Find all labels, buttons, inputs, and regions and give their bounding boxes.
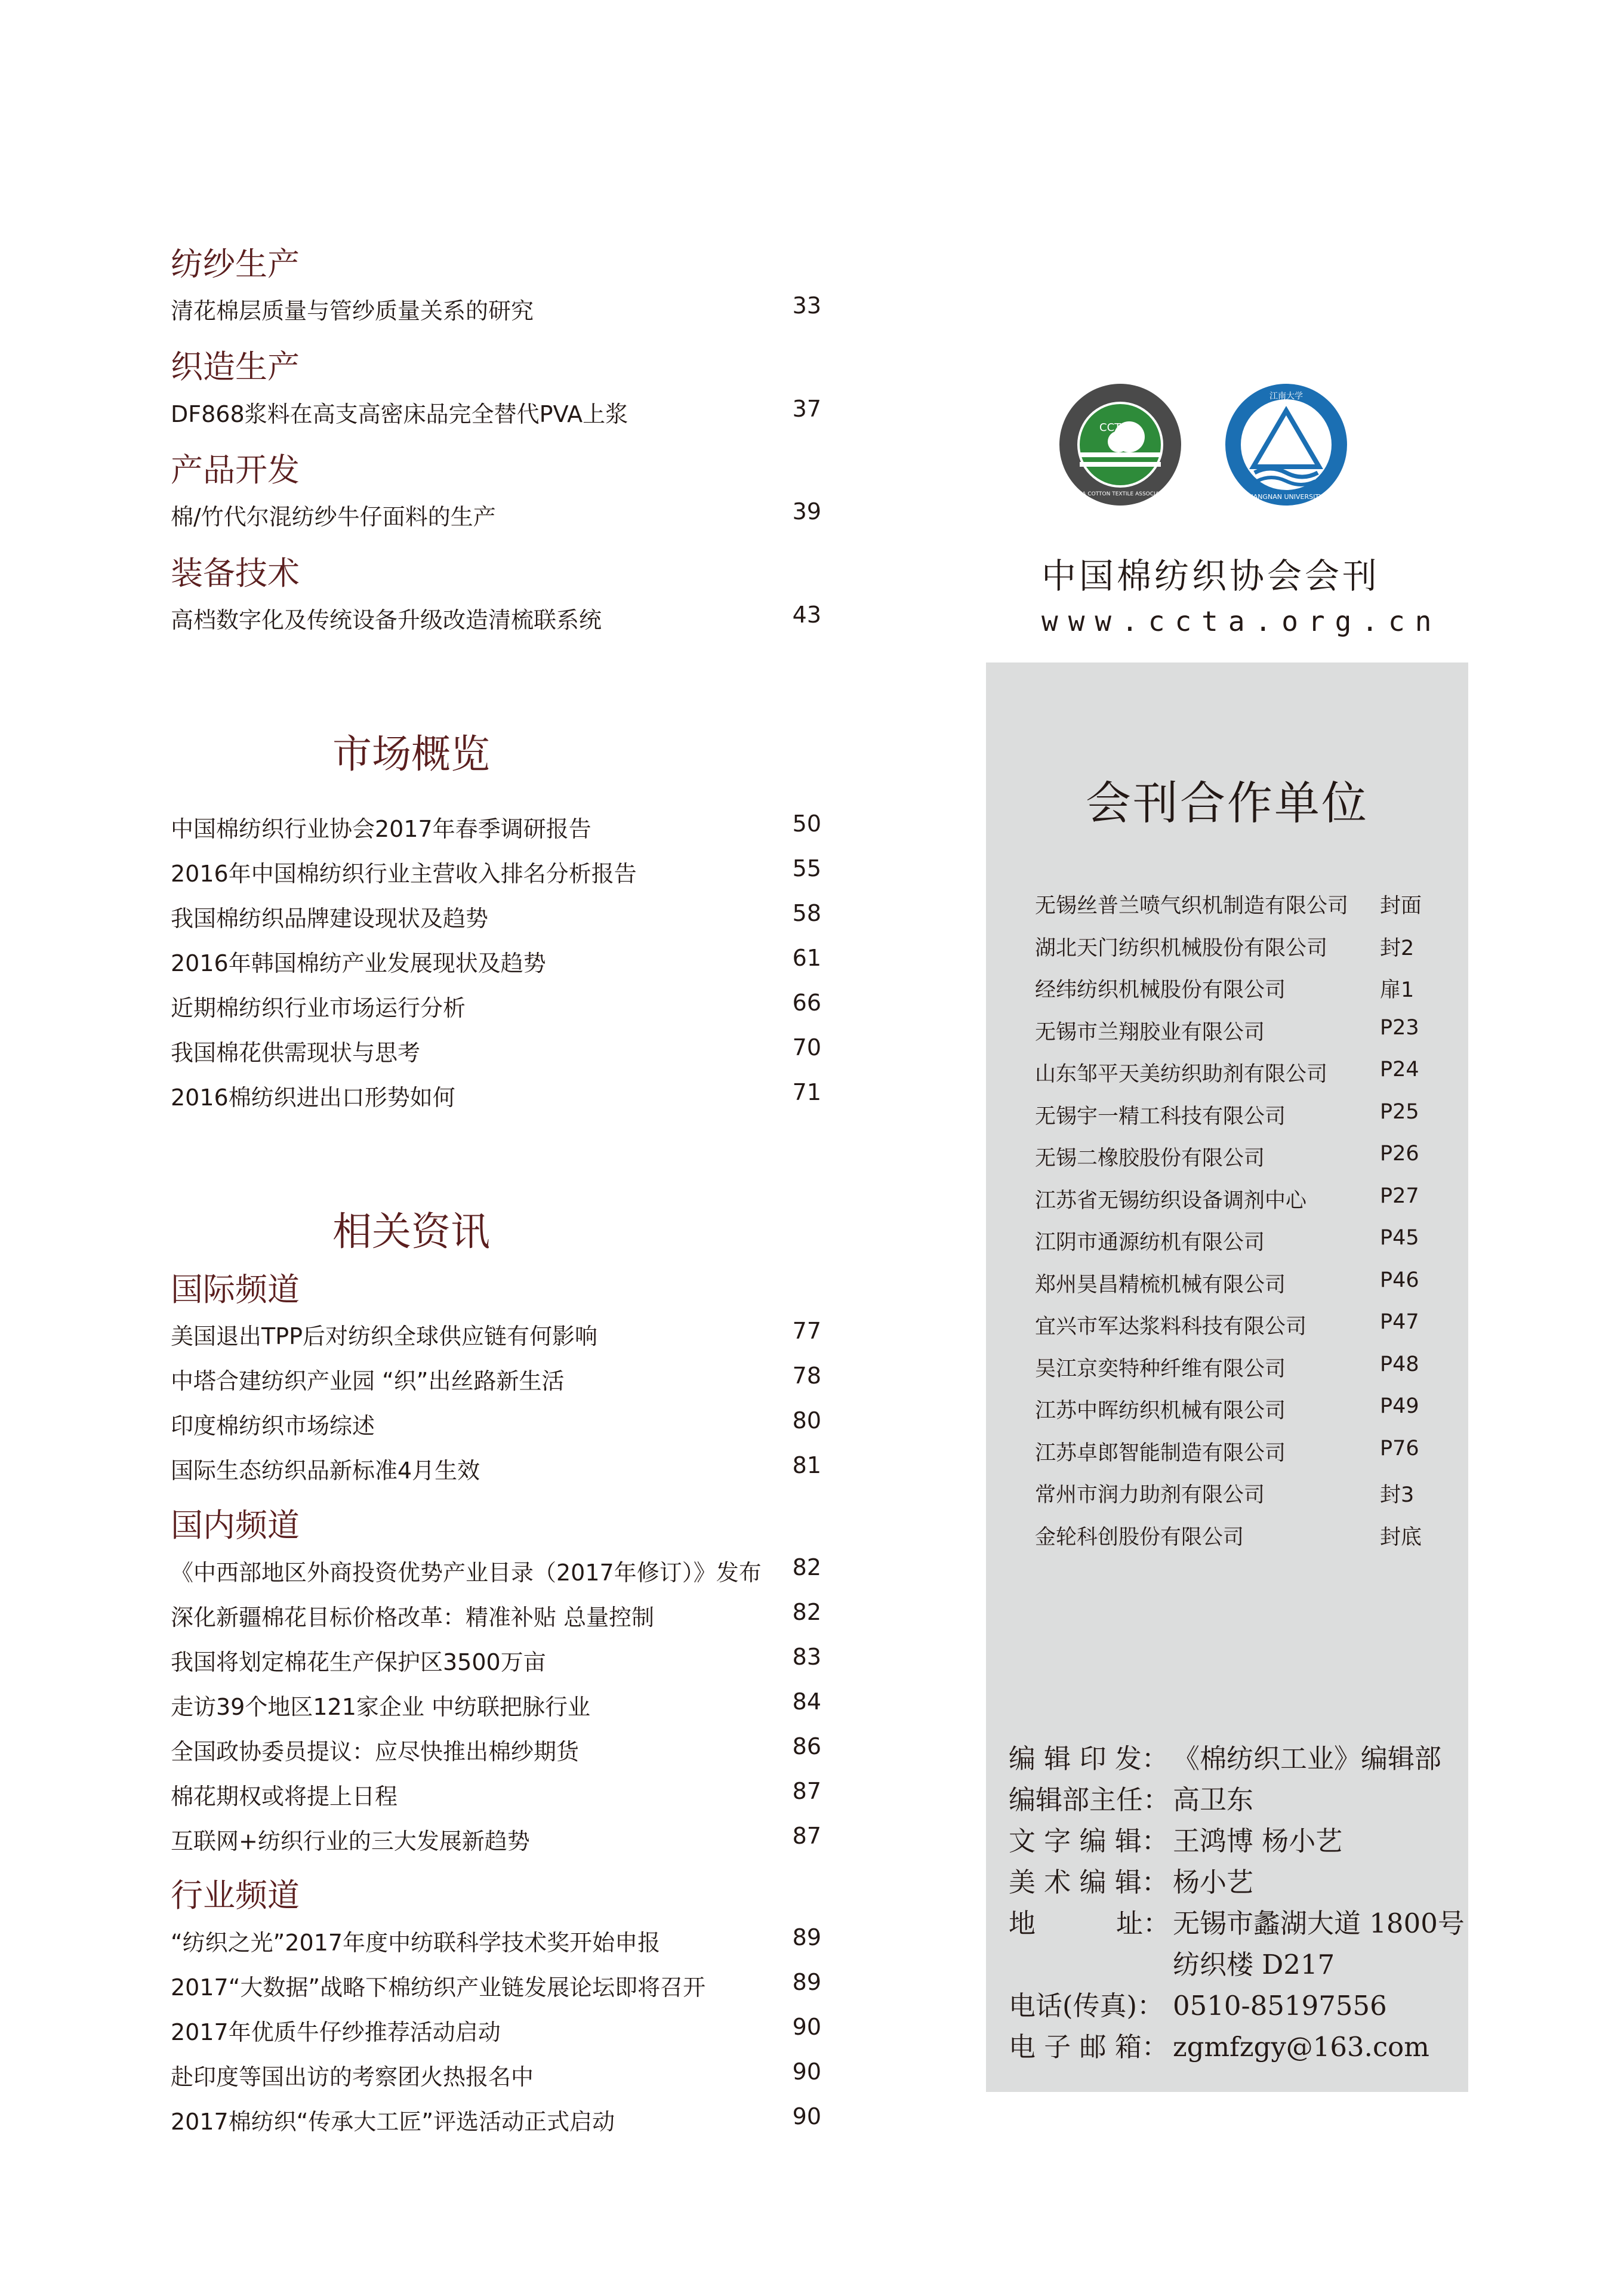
toc-item-page: 89 xyxy=(792,1969,821,1995)
svg-text:CCTA: CCTA xyxy=(1099,421,1128,434)
ccta-logo xyxy=(1058,382,1183,507)
toc-item-title: 中国棉纺织行业协会2017年春季调研报告 xyxy=(171,816,591,842)
toc-item[interactable] xyxy=(171,1554,821,1590)
toc-item[interactable] xyxy=(171,900,821,936)
section-heading-product: 产品开发 xyxy=(171,451,300,489)
partner-page: P27 xyxy=(1380,1184,1419,1208)
partner-name: 江阴市通源纺机有限公司 xyxy=(1035,1231,1265,1255)
partner-item xyxy=(1035,1352,1447,1382)
info-label: 电 子 邮 箱： xyxy=(1009,2031,1169,2063)
toc-item-title: 棉/竹代尔混纺纱牛仔面料的生产 xyxy=(171,504,496,530)
toc-item[interactable] xyxy=(171,292,821,328)
toc-item-page: 87 xyxy=(792,1823,821,1849)
partner-page: P23 xyxy=(1380,1015,1419,1040)
toc-item[interactable] xyxy=(171,811,821,846)
svg-text:江南大学: 江南大学 xyxy=(1269,392,1303,401)
partner-item xyxy=(1035,1226,1447,1256)
partner-name: 无锡市兰翔胶业有限公司 xyxy=(1035,1020,1265,1044)
toc-item[interactable] xyxy=(171,1969,821,2005)
toc-item[interactable] xyxy=(171,1318,821,1354)
partner-name: 郑州昊昌精梳机械有限公司 xyxy=(1035,1272,1286,1297)
toc-item-page: 82 xyxy=(792,1599,821,1625)
partner-name: 江苏省无锡纺织设备调剂中心 xyxy=(1035,1188,1307,1213)
partner-item xyxy=(1035,1310,1447,1340)
toc-item[interactable] xyxy=(171,855,821,891)
journal-url[interactable]: www.ccta.org.cn xyxy=(1041,605,1442,637)
info-label: 文 字 编 辑： xyxy=(1009,1825,1169,1857)
toc-item[interactable] xyxy=(171,1034,821,1070)
toc-item[interactable] xyxy=(171,1407,821,1443)
toc-item-page: 77 xyxy=(792,1318,821,1344)
svg-text:JIANGNAN UNIVERSITY: JIANGNAN UNIVERSITY xyxy=(1249,493,1323,501)
toc-item-page: 39 xyxy=(792,498,821,525)
info-value: 0510-85197556 xyxy=(1173,1990,1387,2022)
info-label: 美 术 编 辑： xyxy=(1009,1866,1169,1898)
toc-item-page: 78 xyxy=(792,1363,821,1389)
toc-item-title: 清花棉层质量与管纱质量关系的研究 xyxy=(171,298,534,324)
toc-item-title: 2016棉纺织进出口形势如何 xyxy=(171,1084,455,1111)
toc-item[interactable] xyxy=(171,2059,821,2094)
toc-item-page: 83 xyxy=(792,1644,821,1670)
toc-item-title: 2017“大数据”战略下棉纺织产业链发展论坛即将召开 xyxy=(171,1974,706,2001)
toc-item-page: 86 xyxy=(792,1733,821,1760)
partner-page: P24 xyxy=(1380,1058,1419,1081)
partner-page: P26 xyxy=(1380,1142,1419,1166)
partner-name: 山东邹平天美纺织助剂有限公司 xyxy=(1035,1062,1328,1086)
toc-item-page: 82 xyxy=(792,1554,821,1580)
toc-item-title: 深化新疆棉花目标价格改革：精准补贴 总量控制 xyxy=(171,1604,655,1631)
toc-item-title: 中塔合建纺织产业园 “织”出丝路新生活 xyxy=(171,1368,565,1394)
toc-item-title: 我国棉纺织品牌建设现状及趋势 xyxy=(171,905,489,932)
partner-item xyxy=(1035,1016,1447,1046)
toc-item-title: 互联网+纺织行业的三大发展新趋势 xyxy=(171,1828,530,1854)
toc-item-title: 棉花期权或将提上日程 xyxy=(171,1783,398,1810)
info-value[interactable]: zgmfzgy@163.com xyxy=(1173,2031,1429,2063)
toc-item-title: 赴印度等国出访的考察团火热报名中 xyxy=(171,2064,534,2090)
toc-item-page: 90 xyxy=(792,2103,821,2130)
toc-item-page: 55 xyxy=(792,855,821,882)
toc-item-title: “纺织之光”2017年度中纺联科学技术奖开始申报 xyxy=(171,1930,661,1956)
svg-text:CHINA COTTON TEXTILE ASSOCIATI: CHINA COTTON TEXTILE ASSOCIATION xyxy=(1068,491,1172,497)
partner-name: 无锡二橡胶股份有限公司 xyxy=(1035,1147,1265,1170)
info-value: 纺织楼 D217 xyxy=(1173,1949,1335,1980)
journal-name: 中国棉纺织协会会刊 xyxy=(1041,556,1380,596)
info-director xyxy=(1009,1778,1253,1817)
section-heading-spinning: 纺纱生产 xyxy=(171,245,300,283)
toc-item-title: 全国政协委员提议：应尽快推出棉纱期货 xyxy=(171,1739,580,1765)
toc-item-page: 71 xyxy=(792,1079,821,1105)
toc-item[interactable] xyxy=(171,1924,821,1960)
info-text-editor xyxy=(1009,1819,1342,1858)
partner-name: 宜兴市军达浆料科技有限公司 xyxy=(1035,1315,1307,1339)
toc-item[interactable] xyxy=(171,1778,821,1814)
partner-name: 金轮科创股份有限公司 xyxy=(1035,1525,1244,1549)
toc-item-title: 走访39个地区121家企业 中纺联把脉行业 xyxy=(171,1694,590,1720)
toc-item-page: 37 xyxy=(792,396,821,422)
partner-name: 江苏中晖纺织机械有限公司 xyxy=(1035,1399,1286,1423)
market-overview-heading: 市场概览 xyxy=(332,731,490,777)
partner-page: P76 xyxy=(1380,1436,1419,1460)
info-value: 无锡市蠡湖大道 1800号 xyxy=(1173,1908,1465,1939)
toc-item-title: 2016年韩国棉纺产业发展现状及趋势 xyxy=(171,950,546,976)
info-value: 杨小艺 xyxy=(1173,1866,1254,1898)
toc-item[interactable] xyxy=(171,498,821,534)
toc-item-page: 66 xyxy=(792,990,821,1016)
partner-page: 封3 xyxy=(1380,1483,1415,1507)
info-label: 电话(传真)： xyxy=(1009,1990,1164,2022)
info-label: 地 址： xyxy=(1009,1908,1170,1939)
toc-item[interactable] xyxy=(171,2014,821,2050)
toc-item[interactable] xyxy=(171,1079,821,1115)
jiangnan-logo-icon xyxy=(1224,382,1349,507)
toc-item-title: 近期棉纺织行业市场运行分析 xyxy=(171,995,466,1021)
partner-name: 经纬纺织机械股份有限公司 xyxy=(1035,978,1286,1002)
partner-item xyxy=(1035,1058,1447,1087)
info-value: 《棉纺织工业》编辑部 xyxy=(1173,1743,1442,1774)
toc-item-page: 70 xyxy=(792,1034,821,1061)
toc-item[interactable] xyxy=(171,1733,821,1769)
partner-name: 吴江京奕特种纤维有限公司 xyxy=(1035,1357,1286,1381)
toc-item-title: 2016年中国棉纺织行业主营收入排名分析报告 xyxy=(171,861,637,887)
partner-item xyxy=(1035,1521,1447,1551)
info-editor xyxy=(1009,1737,1441,1776)
partners-title: 会刊合作单位 xyxy=(1086,776,1369,830)
toc-item-title: 2017年优质牛仔纱推荐活动启动 xyxy=(171,2019,501,2045)
toc-item-page: 89 xyxy=(792,1924,821,1950)
toc-item-title: 我国棉花供需现状与思考 xyxy=(171,1040,421,1066)
toc-item[interactable] xyxy=(171,1823,821,1859)
info-label: 编 辑 印 发： xyxy=(1009,1743,1169,1774)
partner-name: 无锡丝普兰喷气织机制造有限公司 xyxy=(1035,894,1349,918)
partner-page: P48 xyxy=(1380,1352,1419,1376)
ccta-logo-icon xyxy=(1058,382,1183,507)
toc-item-page: 90 xyxy=(792,2014,821,2040)
partner-page: P45 xyxy=(1380,1226,1419,1250)
toc-item-title: 印度棉纺织市场综述 xyxy=(171,1413,375,1439)
toc-item[interactable] xyxy=(171,2103,821,2139)
partner-name: 无锡宇一精工科技有限公司 xyxy=(1035,1104,1286,1129)
info-label: 编辑部主任： xyxy=(1009,1784,1170,1816)
toc-item-title: 我国将划定棉花生产保护区3500万亩 xyxy=(171,1649,546,1675)
section-heading-international: 国际频道 xyxy=(171,1271,300,1308)
toc-item-page: 43 xyxy=(792,602,821,628)
toc-item[interactable] xyxy=(171,1363,821,1398)
toc-item[interactable] xyxy=(171,602,821,637)
toc-item[interactable] xyxy=(171,1599,821,1635)
partner-item xyxy=(1035,1478,1447,1508)
toc-item[interactable] xyxy=(171,945,821,981)
partner-item xyxy=(1035,889,1447,919)
toc-item-page: 80 xyxy=(792,1407,821,1434)
section-heading-industry: 行业频道 xyxy=(171,1876,300,1914)
toc-item[interactable] xyxy=(171,1452,821,1488)
partner-item xyxy=(1035,1268,1447,1298)
partner-page: 封2 xyxy=(1380,936,1415,960)
partner-page: P25 xyxy=(1380,1099,1419,1124)
toc-item-page: 33 xyxy=(792,292,821,319)
partner-item xyxy=(1035,1394,1447,1424)
toc-item-title: 高档数字化及传统设备升级改造清梳联系统 xyxy=(171,607,602,633)
toc-item-page: 61 xyxy=(792,945,821,971)
toc-item-page: 58 xyxy=(792,900,821,926)
partner-name: 常州市润力助剂有限公司 xyxy=(1035,1483,1265,1507)
partner-item xyxy=(1035,1100,1447,1130)
info-phone xyxy=(1009,1984,1387,2023)
toc-item-page: 50 xyxy=(792,811,821,837)
toc-item[interactable] xyxy=(171,1644,821,1680)
toc-item-title: 2017棉纺织“传承大工匠”评选活动正式启动 xyxy=(171,2109,615,2135)
related-news-heading: 相关资讯 xyxy=(332,1209,490,1255)
partner-page: P49 xyxy=(1380,1394,1419,1418)
partner-page: P46 xyxy=(1380,1268,1419,1292)
info-value: 王鸿博 杨小艺 xyxy=(1173,1825,1343,1857)
section-heading-weaving: 织造生产 xyxy=(171,348,300,386)
toc-item-title: DF868浆料在高支高密床品完全替代PVA上浆 xyxy=(171,401,628,427)
toc-item-page: 90 xyxy=(792,2059,821,2085)
toc-item[interactable] xyxy=(171,396,821,432)
section-heading-domestic: 国内频道 xyxy=(171,1506,300,1544)
toc-item-title: 国际生态纺织品新标准4月生效 xyxy=(171,1457,480,1484)
toc-item-title: 美国退出TPP后对纺织全球供应链有何影响 xyxy=(171,1323,598,1349)
toc-item-page: 87 xyxy=(792,1778,821,1804)
info-address-line2 xyxy=(1009,1943,1335,1982)
partner-page: 封面 xyxy=(1380,894,1422,918)
partner-page: 扉1 xyxy=(1380,978,1415,1002)
partner-name: 湖北天门纺织机械股份有限公司 xyxy=(1035,936,1328,960)
partner-name: 江苏卓郎智能制造有限公司 xyxy=(1035,1441,1286,1465)
partner-item xyxy=(1035,1142,1447,1172)
info-email xyxy=(1009,2025,1429,2064)
jiangnan-university-logo xyxy=(1224,382,1349,507)
partner-item xyxy=(1035,932,1447,962)
partner-page: P47 xyxy=(1380,1310,1419,1334)
toc-item[interactable] xyxy=(171,990,821,1025)
toc-item-page: 84 xyxy=(792,1688,821,1715)
partner-item xyxy=(1035,1184,1447,1214)
partner-item xyxy=(1035,1437,1447,1466)
partner-page: 封底 xyxy=(1380,1525,1422,1549)
info-art-editor xyxy=(1009,1860,1253,1899)
toc-item-title: 《中西部地区外商投资优势产业目录（2017年修订）》发布 xyxy=(171,1560,762,1586)
toc-item-page: 81 xyxy=(792,1452,821,1478)
partner-item xyxy=(1035,973,1447,1003)
toc-item[interactable] xyxy=(171,1688,821,1724)
section-heading-equipment: 装备技术 xyxy=(171,554,300,592)
info-address xyxy=(1009,1902,1465,1940)
info-value: 高卫东 xyxy=(1173,1784,1254,1816)
partners-panel xyxy=(986,662,1468,2092)
